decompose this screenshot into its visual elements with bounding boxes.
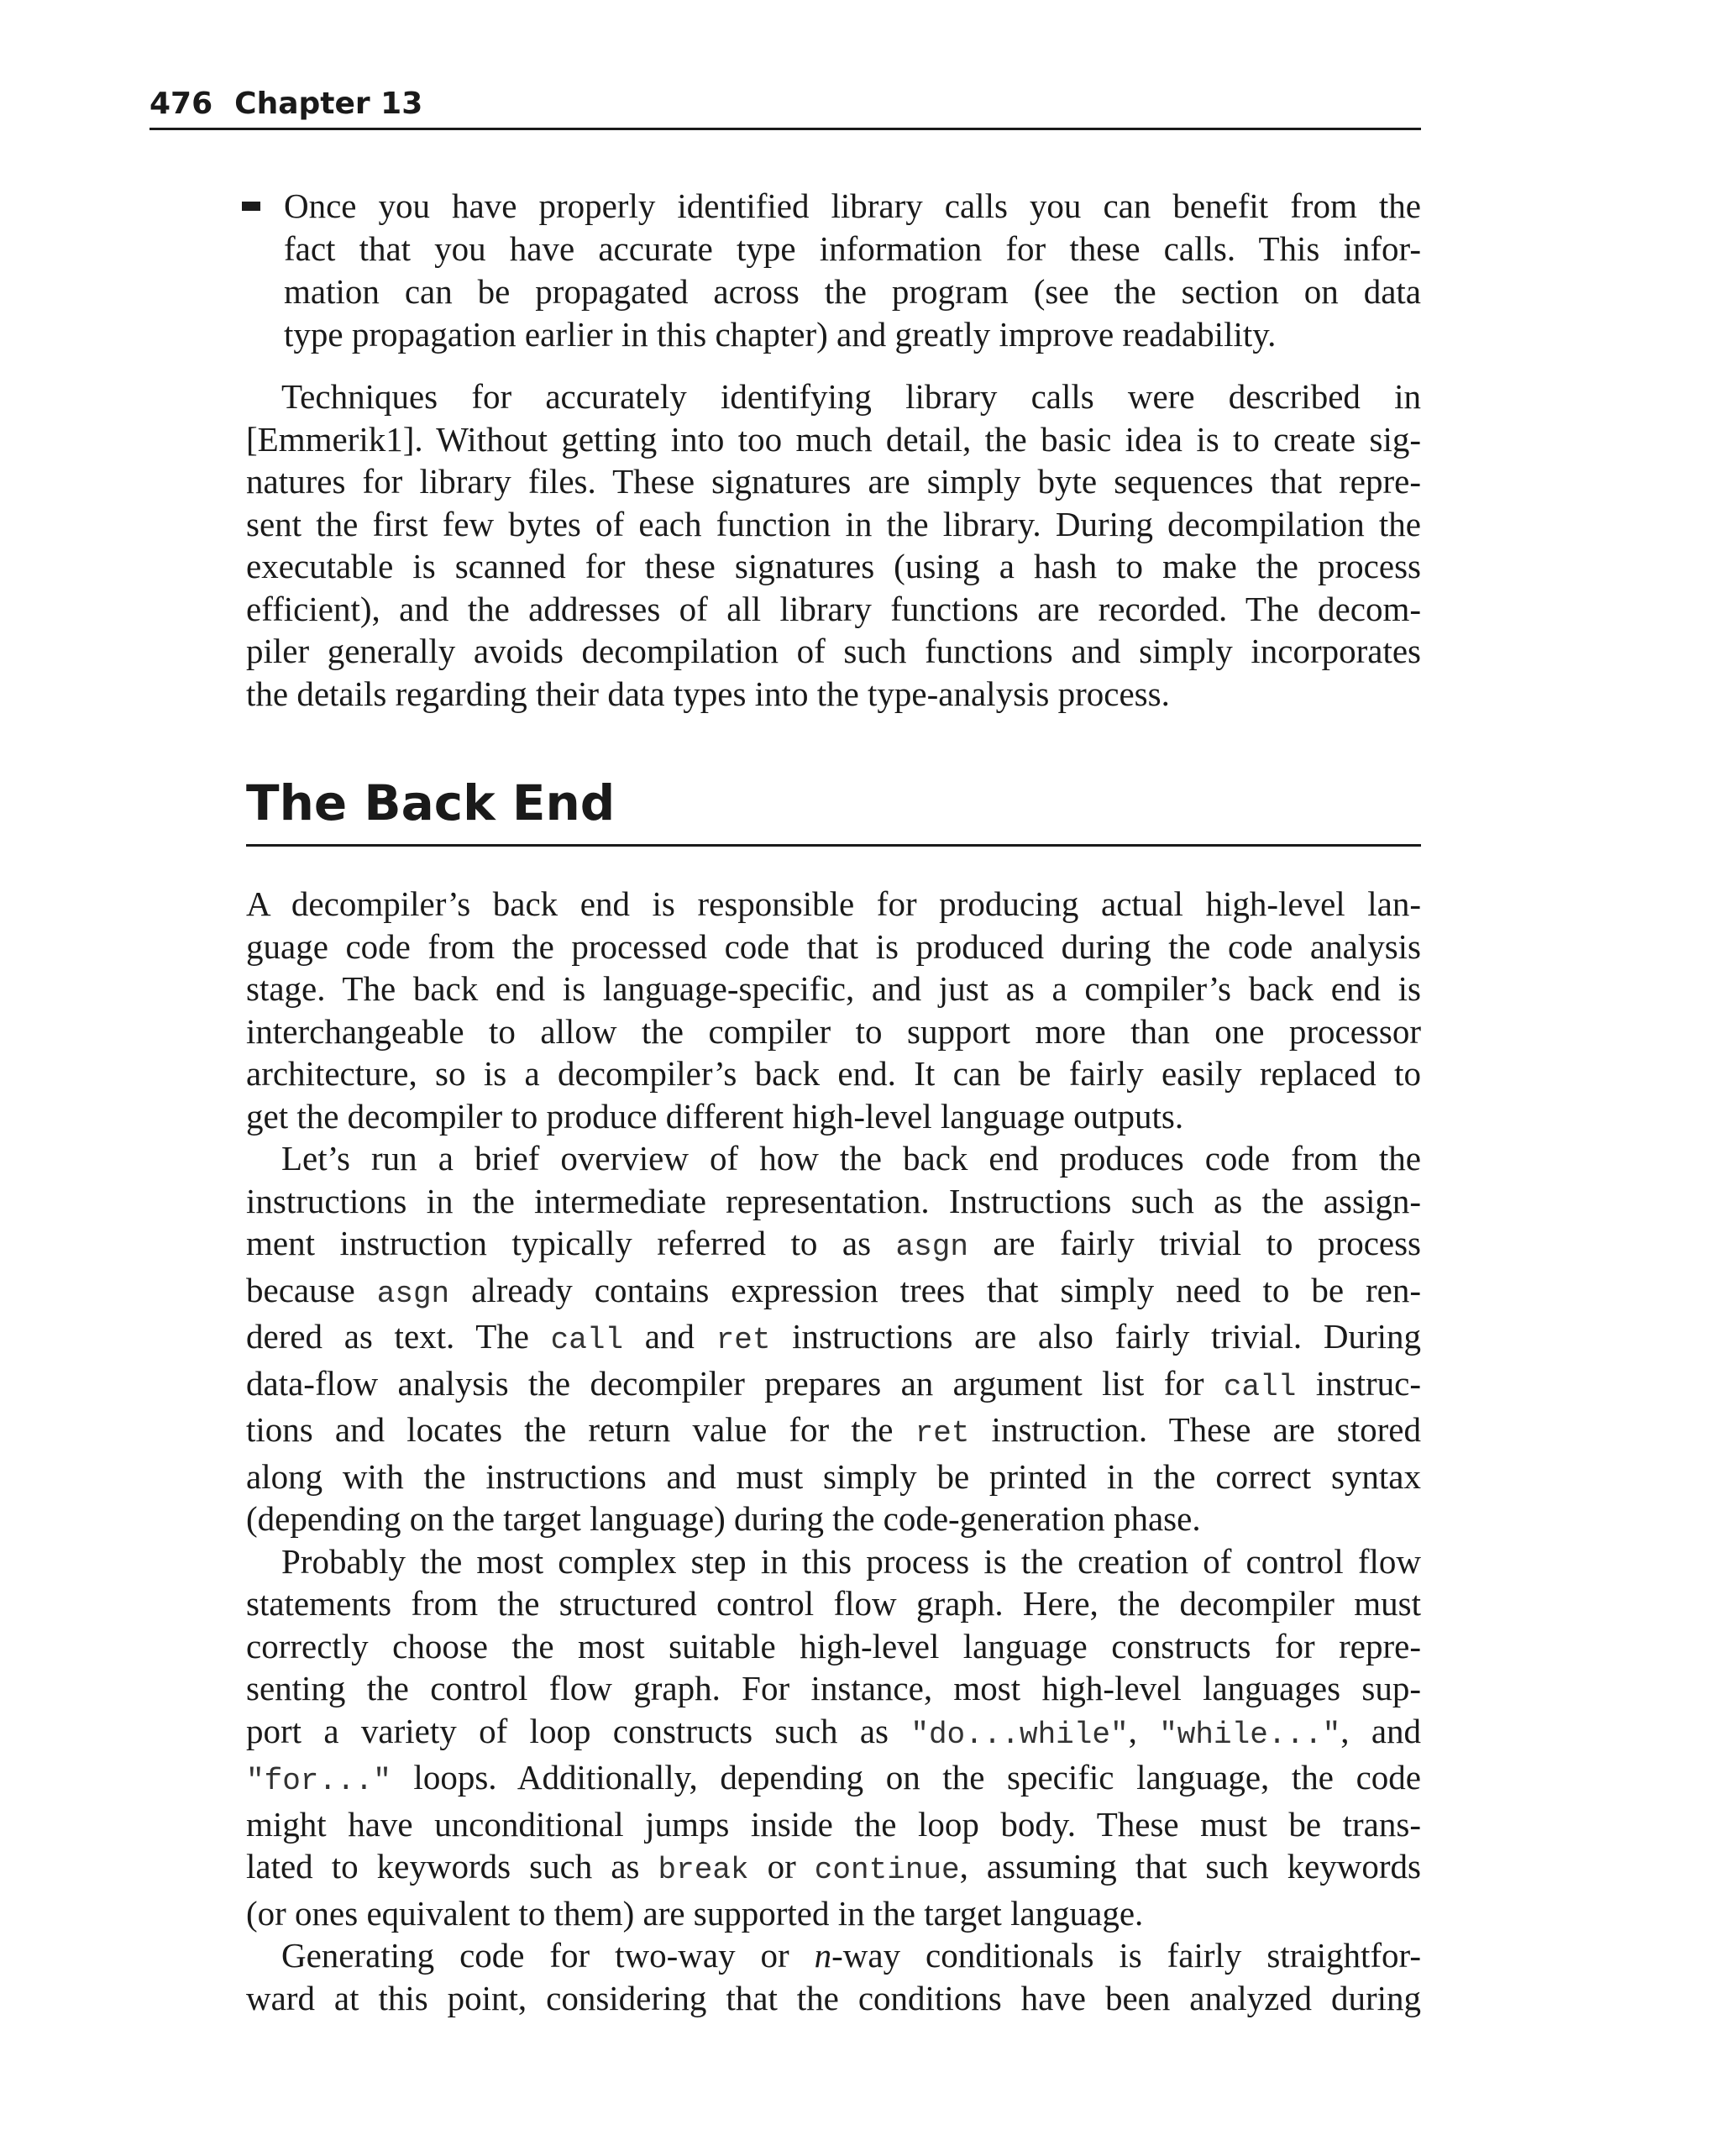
code-ret: ret — [716, 1323, 771, 1357]
code-do-while: "do...while" — [910, 1717, 1129, 1752]
text-run: tions and locates the return value for the — [246, 1410, 915, 1449]
text-line: efficient), and the addresses of all library functions are recorded. The decom- — [246, 589, 1421, 628]
text-line: executable is scanned for these signatures (using a hash to make the process — [246, 547, 1421, 585]
text-run: or — [748, 1847, 815, 1886]
code-continue: continue — [814, 1853, 960, 1887]
code-ret: ret — [915, 1416, 970, 1450]
text-run: ment instruction typically referred to as — [246, 1224, 896, 1262]
text-line — [246, 1408, 1421, 1456]
text-run: lated to keywords such as — [246, 1847, 658, 1886]
text-line: piler generally avoids decompilation of such functions and simply incorporates — [246, 632, 1421, 670]
text-line — [246, 1710, 1421, 1757]
text-line — [246, 1362, 1421, 1409]
text-run: instructions are also fairly trivial. During — [770, 1317, 1421, 1356]
text-run: instruction. These are stored — [969, 1410, 1422, 1449]
text-line: Once you have properly identified library calls you can benefit from the — [284, 186, 1421, 225]
text-line: senting the control flow graph. For instance, most high-level languages sup- — [246, 1669, 1421, 1707]
bullet-item — [284, 185, 1421, 356]
page-number: 476 — [149, 87, 213, 121]
chapter-label: Chapter 13 — [234, 87, 423, 121]
paragraph-library-signatures — [246, 375, 1421, 715]
text-line: (depending on the target language) during the code-generation phase. — [246, 1499, 1201, 1538]
text-line: interchangeable to allow the compiler to support more than one processor — [246, 1011, 1421, 1051]
text-line: fact that you have accurate type information for these calls. This infor- — [284, 229, 1421, 268]
paragraph-back-end-intro — [246, 883, 1421, 2019]
text-line: the details regarding their data types into the type-analysis process. — [246, 674, 1170, 713]
text-line: might have unconditional jumps inside the loop body. These must be trans- — [246, 1804, 1421, 1844]
bullet-square-icon — [242, 202, 260, 211]
text-line: mation can be propagated across the program (see the section on data — [284, 272, 1421, 311]
text-line: (or ones equivalent to them) are supported in the target language. — [246, 1893, 1144, 1933]
text-run: and — [623, 1317, 716, 1356]
text-run: , and — [1340, 1711, 1422, 1750]
text-line: get the decompiler to produce different high-level language outputs. — [246, 1096, 1184, 1136]
text-line: instructions in the intermediate representation. Instructions such as the assign- — [246, 1181, 1421, 1220]
text-line: stage. The back end is language-specific, and just as a compiler’s back end is — [246, 969, 1421, 1008]
text-run: port a variety of loop constructs such as — [246, 1711, 911, 1750]
code-while: "while..." — [1159, 1717, 1341, 1752]
text-line — [246, 1315, 1421, 1362]
text-line: guage code from the processed code that is produced during the code analysis — [246, 926, 1421, 966]
text-line — [246, 1756, 1421, 1803]
code-break: break — [658, 1853, 749, 1887]
text-run: are fairly trivial to process — [968, 1224, 1421, 1262]
text-line: correctly choose the most suitable high-level language constructs for repre- — [246, 1626, 1421, 1666]
running-head — [149, 81, 1421, 130]
text-run: data-flow analysis the decompiler prepares an argument list for — [246, 1363, 1224, 1403]
text-run: Generating code for two-way or — [281, 1936, 815, 1975]
italic-n: n — [814, 1936, 832, 1975]
section-title: The Back End — [246, 764, 1421, 847]
text-line: Techniques for accurately identifying library calls were described in — [281, 377, 1421, 416]
text-run: because — [246, 1270, 377, 1309]
text-line — [246, 1269, 1421, 1316]
text-line: Let’s run a brief overview of how the back end produces code from the — [281, 1139, 1421, 1178]
text-run: already contains expression trees that simply need to be ren- — [449, 1270, 1422, 1309]
code-call: call — [550, 1323, 624, 1357]
text-run: , — [1128, 1711, 1160, 1750]
text-line: type propagation earlier in this chapter) and greatly improve readability. — [284, 315, 1277, 354]
text-line: natures for library files. These signatures are simply byte sequences that repre- — [246, 462, 1421, 501]
text-run: instruc- — [1296, 1363, 1421, 1403]
text-run: , assuming that such keywords — [959, 1847, 1421, 1886]
text-line: sent the first few bytes of each function in the library. During decompilation the — [246, 504, 1421, 543]
code-call: call — [1223, 1369, 1297, 1404]
text-line: Probably the most complex step in this process is the creation of control flow — [281, 1541, 1421, 1581]
code-asgn: asgn — [376, 1276, 450, 1311]
text-run: -way conditionals is fairly straightfor- — [831, 1936, 1421, 1975]
text-line: along with the instructions and must simply be printed in the correct syntax — [246, 1456, 1421, 1496]
text-run: dered as text. The — [246, 1317, 551, 1356]
text-line: statements from the structured control flow graph. Here, the decompiler must — [246, 1584, 1421, 1623]
text-run: loops. Additionally, depending on the specific language, the code — [391, 1758, 1421, 1797]
code-asgn: asgn — [895, 1230, 968, 1264]
text-line — [246, 1222, 1421, 1269]
code-for: "for..." — [246, 1764, 391, 1798]
text-line: [Emmerik1]. Without getting into too much detail, the basic idea is to create sig- — [246, 419, 1421, 459]
text-line — [246, 1845, 1421, 1892]
text-line: architecture, so is a decompiler’s back end. It can be fairly easily replaced to — [246, 1054, 1421, 1093]
text-line — [246, 1934, 1421, 1977]
text-line: A decompiler’s back end is responsible for producing actual high-level lan- — [246, 884, 1421, 923]
text-line: ward at this point, considering that the conditions have been analyzed during — [246, 1978, 1421, 2017]
